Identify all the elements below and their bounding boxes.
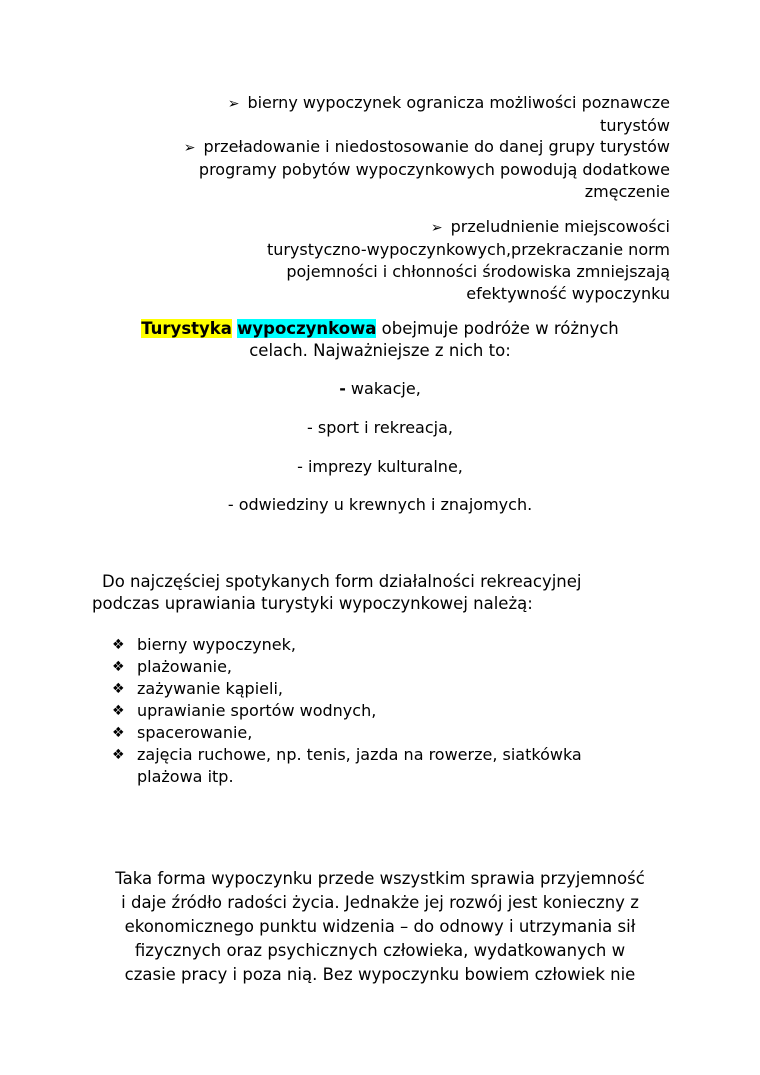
list-item-text: plażowa itp. — [137, 767, 234, 786]
purpose-text: wakacje, — [345, 379, 421, 398]
list-item-text: uprawianie sportów wodnych, — [137, 701, 377, 720]
diamond-bullet-icon: ❖ — [112, 637, 125, 653]
purpose-item: - imprezy kulturalne, — [297, 457, 463, 476]
paragraph-line: fizycznych oraz psychicznych człowieka, wydatkowanych w — [134, 941, 626, 960]
closing-paragraph — [80, 867, 680, 987]
paragraph-line: Taka forma wypoczynku przede wszystkim sprawia przyjemność — [115, 869, 645, 888]
list-item — [112, 700, 672, 722]
diamond-bullet-icon: ❖ — [112, 747, 125, 763]
list-item — [112, 744, 672, 766]
bullet-text: turystów — [600, 116, 670, 135]
forms-intro — [92, 571, 692, 615]
bullet-text: przeludnienie miejscowości — [450, 217, 670, 236]
paragraph-line: czasie pracy i poza nią. Bez wypoczynku bowiem człowiek nie — [124, 965, 636, 984]
highlighted-term-wypoczynkowa: wypoczynkowa — [237, 319, 377, 338]
list-item-text: zajęcia ruchowe, np. tenis, jazda na rowerze, siatkówka — [137, 745, 582, 764]
purpose-item — [0, 378, 760, 400]
bullet-text: bierny wypoczynek ogranicza możliwości poznawcze — [247, 93, 670, 112]
list-item — [112, 722, 672, 744]
arrow-bullet-1 — [228, 92, 670, 137]
arrow-bullet-icon: ➢ — [183, 140, 196, 156]
tourism-definition — [0, 318, 760, 362]
list-item — [112, 656, 672, 678]
bullet-text: efektywność wypoczynku — [466, 284, 670, 303]
recreation-forms-list — [112, 634, 672, 788]
definition-text-line2: celach. Najważniejsze z nich to: — [249, 341, 511, 360]
bullet-text: pojemności i chłonności środowiska zmniejszają — [286, 262, 670, 281]
arrow-bullet-icon: ➢ — [227, 96, 240, 112]
dash-marker: - — [339, 379, 346, 398]
arrow-bullet-3 — [267, 216, 670, 305]
list-item — [112, 634, 672, 656]
diamond-bullet-icon: ❖ — [112, 725, 125, 741]
list-item — [112, 678, 672, 700]
highlighted-term-turystyka: Turystyka — [141, 319, 232, 338]
list-item-text: spacerowanie, — [137, 723, 253, 742]
intro-line: Do najczęściej spotykanych form działalności rekreacyjnej — [102, 572, 582, 591]
bullet-text: programy pobytów wypoczynkowych powodują dodatkowe — [198, 160, 670, 179]
list-item-continuation — [112, 766, 672, 788]
paragraph-line: i daje źródło radości życia. Jednakże jej rozwój jest konieczny z — [121, 893, 639, 912]
list-item-text: bierny wypoczynek, — [137, 635, 296, 654]
arrow-bullet-icon: ➢ — [430, 220, 443, 236]
diamond-bullet-icon: ❖ — [112, 703, 125, 719]
purpose-item: - sport i rekreacja, — [307, 418, 453, 437]
diamond-bullet-icon: ❖ — [112, 659, 125, 675]
bullet-text: przeładowanie i niedostosowanie do danej grupy turystów — [203, 137, 670, 156]
purpose-item: - odwiedziny u krewnych i znajomych. — [227, 495, 533, 514]
intro-line: podczas uprawiania turystyki wypoczynkowej należą: — [92, 594, 533, 613]
list-item-text: zażywanie kąpieli, — [137, 679, 283, 698]
arrow-bullet-2 — [184, 136, 670, 203]
paragraph-line: ekonomicznego punktu widzenia – do odnowy i utrzymania sił — [124, 917, 636, 936]
definition-text: obejmuje podróże w różnych — [376, 319, 619, 338]
list-item-text: plażowanie, — [137, 657, 232, 676]
diamond-bullet-icon: ❖ — [112, 681, 125, 697]
bullet-text: turystyczno-wypoczynkowych,przekraczanie norm — [266, 240, 670, 259]
bullet-text: zmęczenie — [584, 182, 670, 201]
